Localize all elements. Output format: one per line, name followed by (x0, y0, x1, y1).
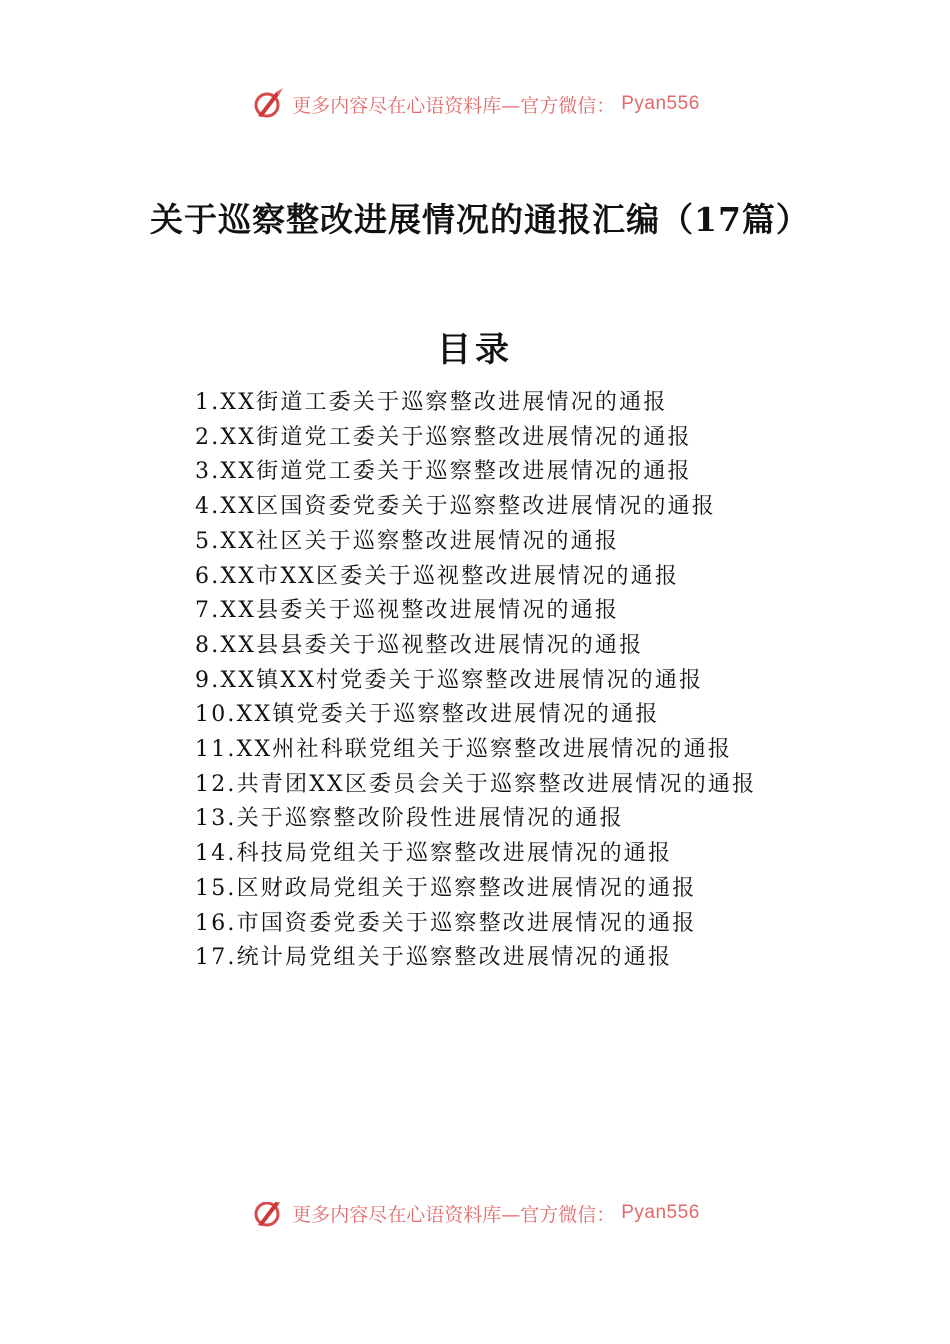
toc-item[interactable]: 12.共青团XX区委员会关于巡察整改进展情况的通报 (195, 771, 757, 797)
toc-item[interactable]: 9.XX镇XX村党委关于巡察整改进展情况的通报 (195, 667, 704, 693)
footer-watermark (0, 1202, 950, 1238)
toc-item[interactable]: 16.市国资委党委关于巡察整改进展情况的通报 (195, 910, 697, 936)
quill-pen-circle-icon (250, 86, 286, 122)
toc-item[interactable]: 1.XX街道工委关于巡察整改进展情况的通报 (195, 390, 668, 415)
toc-item[interactable]: 8.XX县县委关于巡视整改进展情况的通报 (195, 632, 644, 658)
toc-heading: 目录 (437, 330, 513, 370)
watermark-text: 更多内容尽在心语资料库—官方微信： (292, 1203, 616, 1226)
watermark-wechat-id: Pyan556 (621, 93, 700, 114)
toc-item[interactable]: 7.XX县委关于巡视整改进展情况的通报 (195, 598, 620, 624)
toc-item[interactable]: 3.XX街道党工委关于巡察整改进展情况的通报 (195, 459, 692, 485)
toc-item[interactable]: 6.XX市XX区委关于巡视整改进展情况的通报 (195, 563, 680, 589)
watermark-content (250, 1202, 700, 1231)
watermark-content (250, 86, 700, 122)
toc-item[interactable]: 14.科技局党组关于巡察整改进展情况的通报 (195, 841, 673, 867)
header-watermark (0, 84, 950, 124)
toc-item[interactable]: 2.XX街道党工委关于巡察整改进展情况的通报 (195, 424, 692, 450)
toc-item[interactable]: 13.关于巡察整改阶段性进展情况的通报 (195, 806, 624, 832)
watermark-text: 更多内容尽在心语资料库—官方微信： (292, 94, 616, 117)
toc-item[interactable]: 11.XX州社科联党组关于巡察整改进展情况的通报 (195, 737, 733, 763)
watermark-wechat-id: Pyan556 (621, 1202, 700, 1223)
toc-item[interactable]: 15.区财政局党组关于巡察整改进展情况的通报 (195, 875, 697, 901)
document-title: 关于巡察整改进展情况的通报汇编（17篇） (150, 200, 810, 239)
toc-item[interactable]: 5.XX社区关于巡察整改进展情况的通报 (195, 528, 620, 554)
table-of-contents (195, 386, 835, 976)
toc-item[interactable]: 10.XX镇党委关于巡察整改进展情况的通报 (195, 702, 660, 728)
toc-item[interactable]: 17.统计局党组关于巡察整改进展情况的通报 (195, 945, 673, 971)
toc-item[interactable]: 4.XX区国资委党委关于巡察整改进展情况的通报 (195, 494, 716, 520)
quill-pen-circle-icon (250, 1202, 286, 1231)
